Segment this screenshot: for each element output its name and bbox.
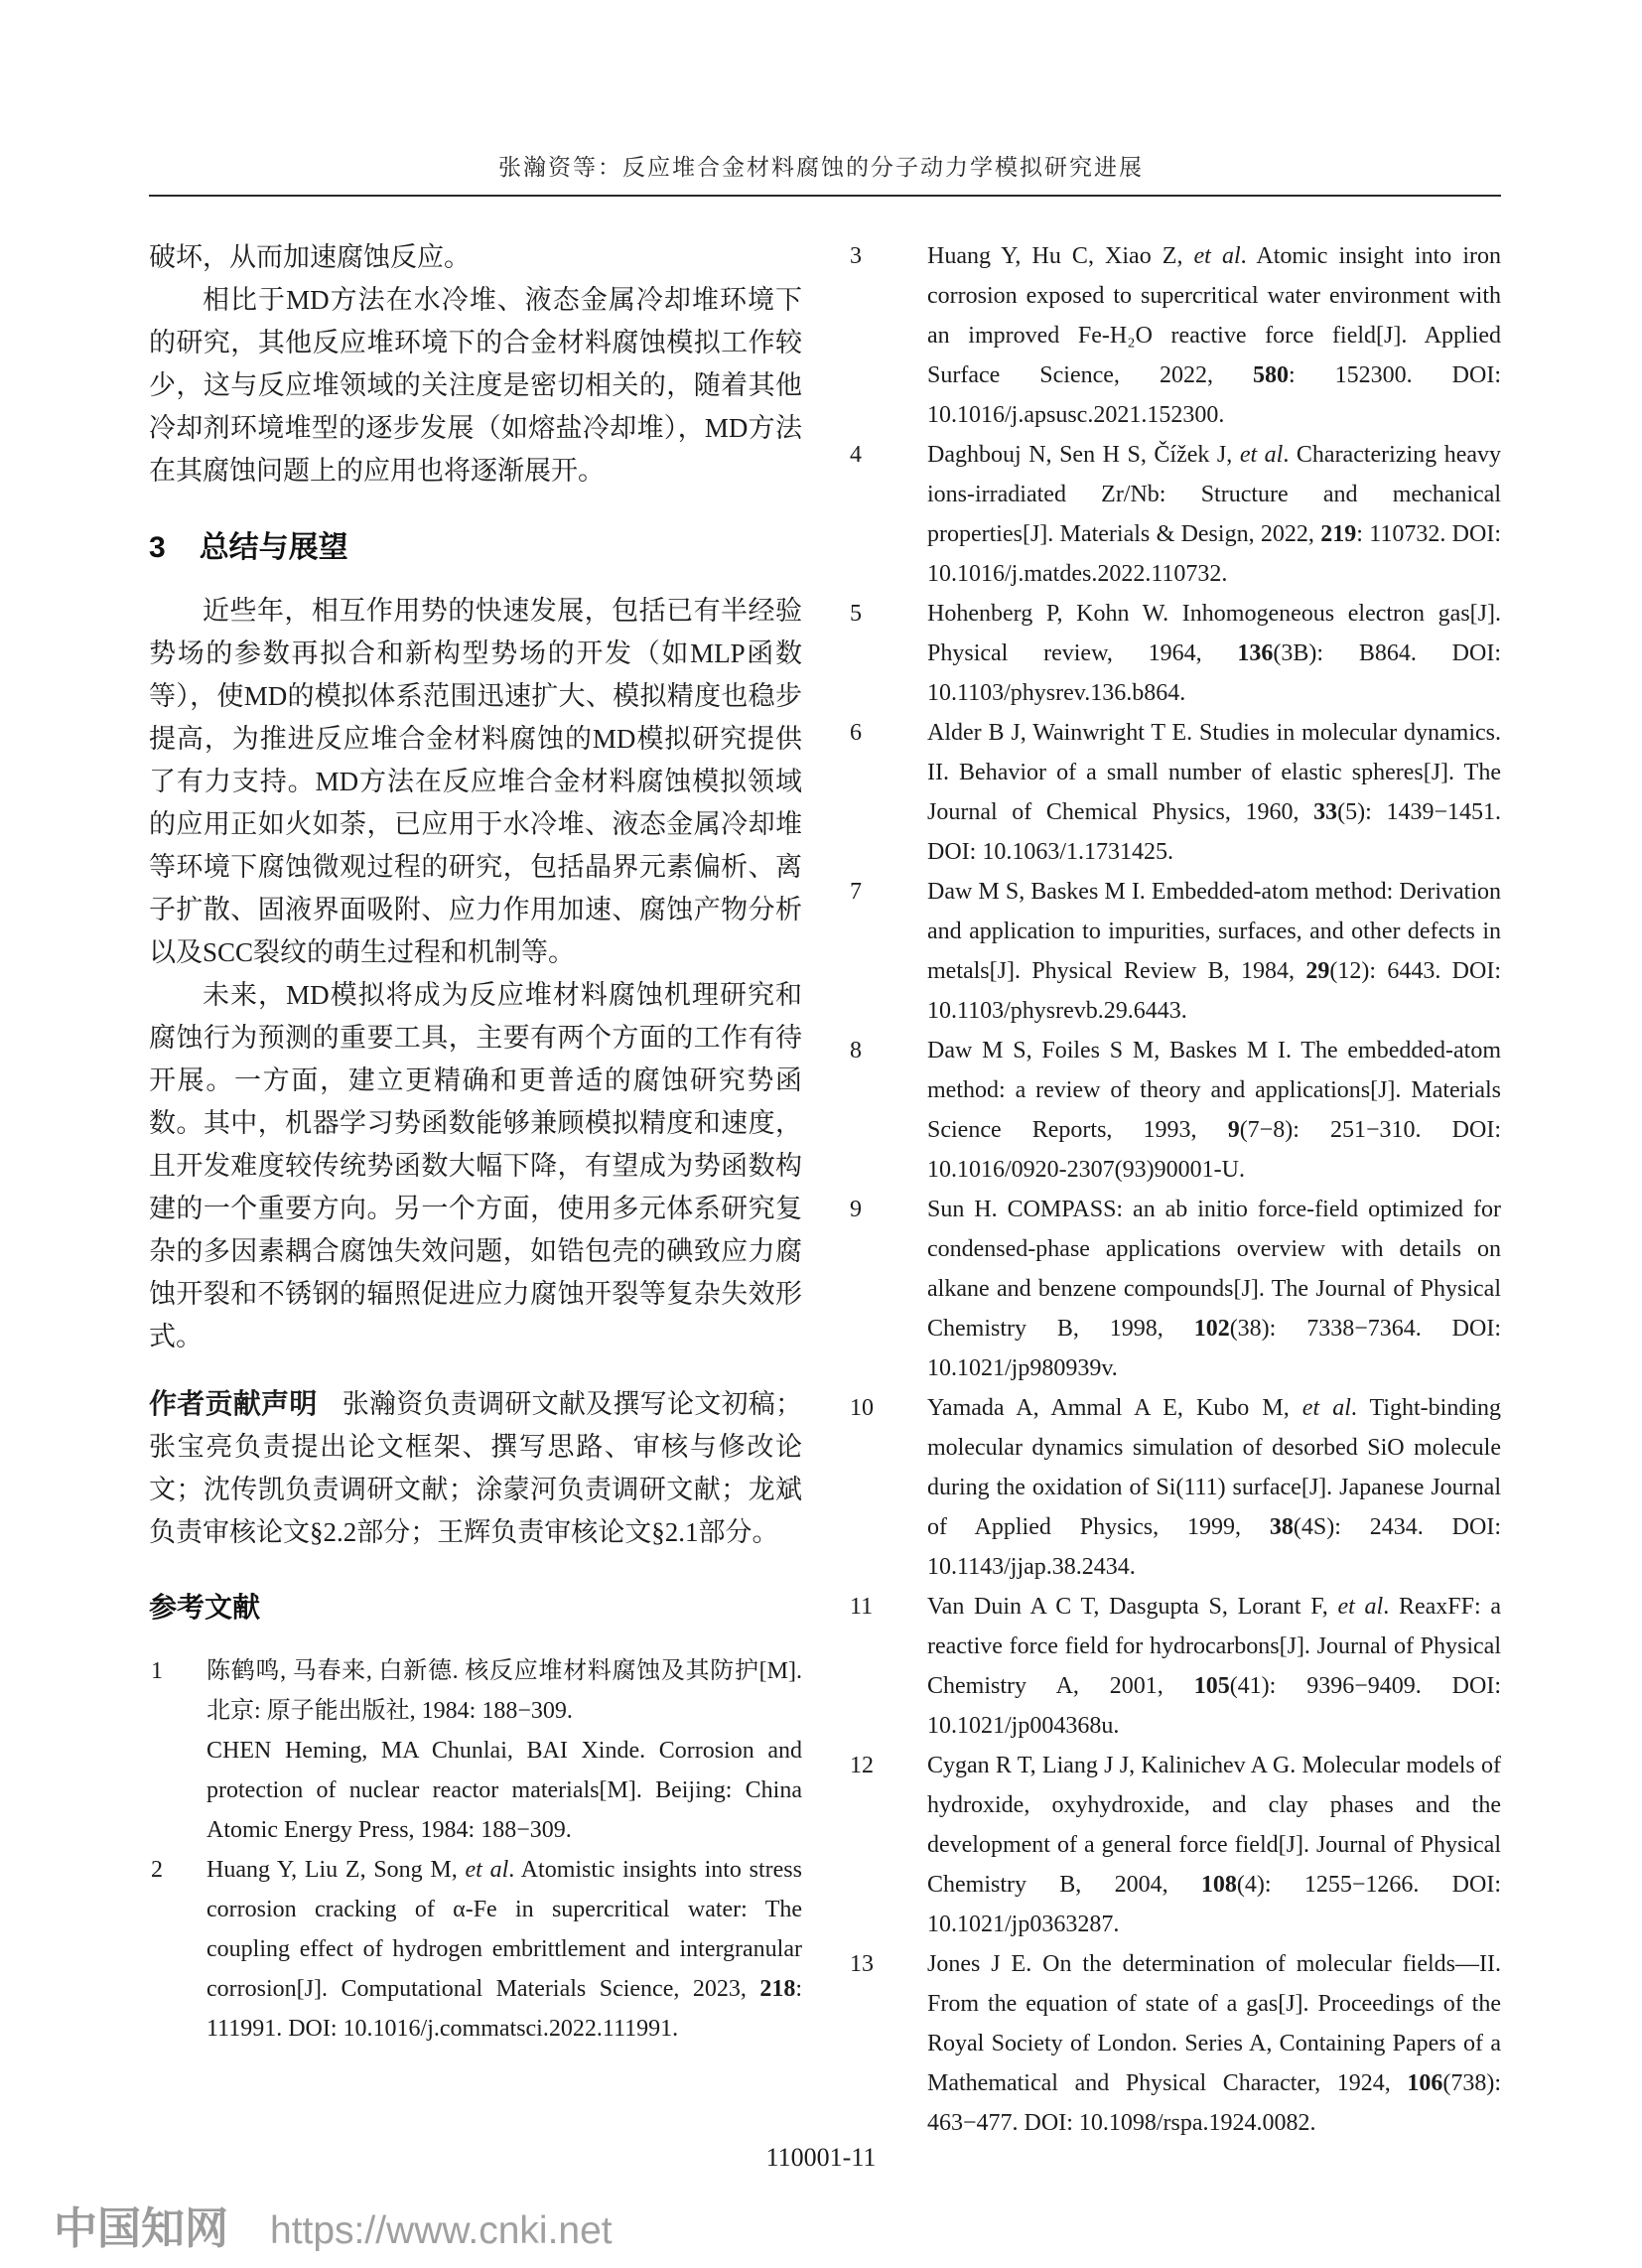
reference-item bbox=[848, 435, 1501, 594]
reference-number: 9 bbox=[850, 1197, 862, 1222]
reference-list-left bbox=[149, 1651, 802, 2049]
section-heading bbox=[149, 522, 802, 566]
reference-item bbox=[848, 1031, 1501, 1190]
cnki-url: https://www.cnki.net bbox=[270, 2209, 613, 2252]
two-column-body bbox=[149, 236, 1501, 2143]
reference-number: 13 bbox=[850, 1951, 874, 1977]
reference-item bbox=[848, 872, 1501, 1031]
author-contribution bbox=[149, 1382, 802, 1554]
reference-list-right bbox=[848, 236, 1501, 2143]
reference-item bbox=[848, 713, 1501, 872]
reference-item bbox=[848, 1944, 1501, 2143]
reference-text: Hohenberg P, Kohn W. Inhomogeneous electron gas[J]. Physical review, 1964, 136(3B): B864. DOI: 10.1103/physrev.136.b864. bbox=[927, 601, 1501, 706]
reference-number: 2 bbox=[151, 1857, 163, 1883]
reference-item bbox=[848, 1388, 1501, 1587]
reference-number: 6 bbox=[850, 720, 862, 746]
running-head: 张瀚资等：反应堆合金材料腐蚀的分子动力学模拟研究进展 bbox=[498, 155, 1144, 180]
author-contribution-text: 张瀚资负责调研文献及撰写论文初稿；张宝亮负责提出论文框架、撰写思路、审核与修改论文；沈传凯负责调研文献；涂蒙河负责调研文献；龙斌负责审核论文§2.2部分；王辉负责审核论文§2.1部分。 bbox=[149, 1389, 802, 1547]
cnki-watermark bbox=[54, 2193, 613, 2256]
paragraph: 未来，MD模拟将成为反应堆材料腐蚀机理研究和腐蚀行为预测的重要工具，主要有两个方面的工作有待开展。一方面，建立更精确和更普适的腐蚀研究势函数。其中，机器学习势函数能够兼顾模拟精度和速度，且开发难度较传统势函数大幅下降，有望成为势函数构建的一个重要方向。另一个方面，使用多元体系研究复杂的多因素耦合腐蚀失效问题，如锆包壳的碘致应力腐蚀开裂和不锈钢的辐照促进应力腐蚀开裂等复杂失效形式。 bbox=[149, 980, 802, 1351]
left-column bbox=[149, 236, 802, 2143]
reference-text: Yamada A, Ammal A E, Kubo M, et al. Tight-binding molecular dynamics simulation of desorbed SiO molecule during the oxidation of Si(111) surface[J]. Japanese Journal of Applied Physics, 1999, 38(4S): 2434. DOI: 10.1143/jjap.38.2434. bbox=[927, 1395, 1501, 1580]
reference-number: 12 bbox=[850, 1753, 874, 1778]
reference-text: Sun H. COMPASS: an ab initio force-field optimized for condensed-phase applications overview with details on alkane and benzene compounds[J]. The Journal of Physical Chemistry B, 1998, 102(38): 7338−7364. DOI: 10.1021/jp980939v. bbox=[927, 1197, 1501, 1381]
reference-text: Daw M S, Baskes M I. Embedded-atom method: Derivation and application to impurities, surfaces, and other defects in metals[J]. Physical Review B, 1984, 29(12): 6443. DOI: 10.1103/physrevb.29.6443. bbox=[927, 879, 1502, 1024]
reference-text: Huang Y, Liu Z, Song M, et al. Atomistic insights into stress corrosion cracking of α-Fe in supercritical water: The coupling effect of hydrogen embrittlement and intergranular corrosion[J]. Computational Materials Science, 2023, 218: 111991. DOI: 10.1016/j.commatsci.2022.111991. bbox=[206, 1857, 802, 2042]
reference-item bbox=[848, 1190, 1501, 1388]
reference-text: Daghbouj N, Sen H S, Čížek J, et al. Characterizing heavy ions-irradiated Zr/Nb: Structure and mechanical properties[J]. Materials & Design, 2022, 219: 110732. DOI: 10.1016/j.matdes.2022.110732. bbox=[927, 442, 1502, 587]
right-column bbox=[848, 236, 1501, 2143]
section-title: 总结与展望 bbox=[199, 531, 348, 564]
reference-text: Cygan R T, Liang J J, Kalinichev A G. Molecular models of hydroxide, oxyhydroxide, and clay phases and the development of a general force field[J]. Journal of Physical Chemistry B, 2004, 108(4): 1255−1266. DOI: 10.1021/jp0363287. bbox=[927, 1753, 1501, 1937]
reference-number: 4 bbox=[850, 442, 862, 468]
section-number: 3 bbox=[149, 531, 166, 564]
reference-number: 8 bbox=[850, 1038, 862, 1063]
reference-text: Huang Y, Hu C, Xiao Z, et al. Atomic insight into iron corrosion exposed to supercritical water environment with an improved Fe-H₂O reactive force field[J]. Applied Surface Science, 2022, 580: 152300. DOI: 10.1016/j.apsusc.2021.152300. bbox=[927, 243, 1501, 428]
paragraph: 相比于MD方法在水冷堆、液态金属冷却堆环境下的研究，其他反应堆环境下的合金材料腐蚀模拟工作较少，这与反应堆领域的关注度是密切相关的，随着其他冷却剂环境堆型的逐步发展（如熔盐冷却堆），MD方法在其腐蚀问题上的应用也将逐渐展开。 bbox=[149, 285, 802, 486]
paragraph: 近些年，相互作用势的快速发展，包括已有半经验势场的参数再拟合和新构型势场的开发（如MLP函数等），使MD的模拟体系范围迅速扩大、模拟精度也稳步提高，为推进反应堆合金材料腐蚀的MD模拟研究提供了有力支持。MD方法在反应堆合金材料腐蚀模拟领域的应用正如火如荼，已应用于水冷堆、液态金属冷却堆等环境下腐蚀微观过程的研究，包括晶界元素偏析、离子扩散、固液界面吸附、应力作用加速、腐蚀产物分析以及SCC裂纹的萌生过程和机制等。 bbox=[149, 596, 802, 967]
references-heading: 参考文献 bbox=[149, 1592, 261, 1623]
reference-item bbox=[848, 594, 1501, 713]
reference-item bbox=[848, 236, 1501, 435]
reference-number: 1 bbox=[151, 1658, 163, 1684]
reference-item bbox=[149, 1850, 802, 2049]
reference-number: 7 bbox=[850, 879, 862, 905]
reference-text: Van Duin A C T, Dasgupta S, Lorant F, et al. ReaxFF: a reactive force field for hydrocarbons[J]. Journal of Physical Chemistry A, 2001, 105(41): 9396−9409. DOI: 10.1021/jp004368u. bbox=[927, 1594, 1501, 1739]
reference-item bbox=[149, 1651, 802, 1850]
reference-number: 3 bbox=[850, 243, 862, 269]
header-rule bbox=[149, 195, 1501, 197]
reference-number: 10 bbox=[850, 1395, 874, 1421]
reference-text: Jones J E. On the determination of molecular fields—II. From the equation of state of a gas[J]. Proceedings of the Royal Society of London. Series A, Containing Papers of a Mathematical and Physical Character, 1924, 106(738): 463−477. DOI: 10.1098/rspa.1924.0082. bbox=[927, 1951, 1501, 2136]
paragraph: 破坏，从而加速腐蚀反应。 bbox=[149, 242, 471, 272]
section-paragraphs bbox=[149, 590, 802, 1358]
reference-item bbox=[848, 1746, 1501, 1944]
reference-text: Daw M S, Foiles S M, Baskes M I. The embedded-atom method: a review of theory and applications[J]. Materials Science Reports, 1993, 9(7−8): 251−310. DOI: 10.1016/0920-2307(93)90001-U. bbox=[927, 1038, 1501, 1183]
author-contribution-label: 作者贡献声明 bbox=[149, 1388, 318, 1419]
reference-text: 陈鹤鸣, 马春来, 白新德. 核反应堆材料腐蚀及其防护[M]. 北京: 原子能出版社, 1984: 188−309. CHEN Heming, MA Chunlai, BAI Xinde. Corrosion and protection of nuclear reactor materials[M]. Beijing: China Atomic Energy Press, 1984: 188−309. bbox=[206, 1658, 802, 1843]
reference-item bbox=[848, 1587, 1501, 1746]
intro-paragraphs bbox=[149, 236, 802, 493]
cnki-logo-text: 中国知网 bbox=[54, 2204, 228, 2253]
reference-number: 5 bbox=[850, 601, 862, 627]
page-number: 110001-11 bbox=[765, 2143, 877, 2172]
reference-number: 11 bbox=[850, 1594, 874, 1620]
reference-text: Alder B J, Wainwright T E. Studies in molecular dynamics. II. Behavior of a small number of elastic spheres[J]. The Journal of Chemical Physics, 1960, 33(5): 1439−1451. DOI: 10.1063/1.1731425. bbox=[927, 720, 1501, 865]
